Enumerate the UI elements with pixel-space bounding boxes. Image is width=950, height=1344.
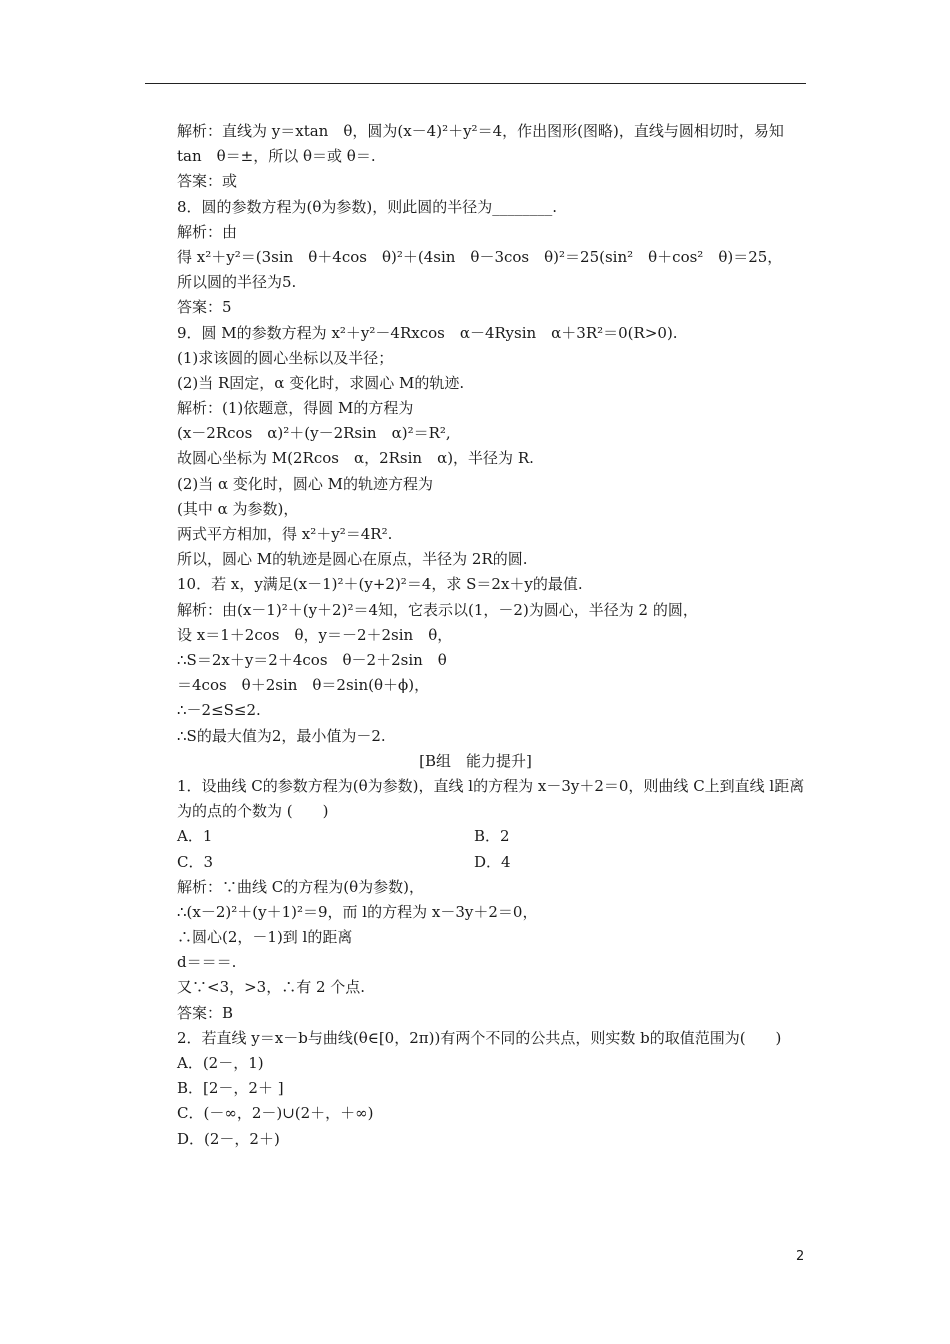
analysis-10-line1: 解析：由(x－1)²＋(y＋2)²＝4知，它表示以(1，－2)为圆心，半径为 2 的圆， [177, 600, 698, 619]
answer-7: 答案：或 [177, 172, 238, 191]
analysis-10-line2: 设 x＝1＋2cos θ，y＝－2＋2sin θ， [177, 625, 453, 644]
question-9-part2: (2)当 R固定，α 变化时，求圆心 M的轨迹. [177, 373, 465, 392]
analysis-b1-line2: ∴(x－2)²＋(y＋1)²＝9，而 l的方程为 x－3y＋2＝0， [177, 902, 538, 921]
option-a: A．1 [177, 827, 213, 846]
question-b2-option-b: B．[2－，2＋ ] [177, 1079, 284, 1098]
page-number: 2 [796, 1249, 805, 1264]
option-c: C．3 [177, 852, 214, 871]
analysis-9-line4: (2)当 α 变化时，圆心 M的轨迹方程为 [177, 474, 434, 493]
question-b2-option-c: C．(－∞，2－)∪(2＋，＋∞) [177, 1104, 374, 1123]
question-b1: 1．设曲线 C的参数方程为(θ为参数)，直线 l的方程为 x－3y＋2＝0，则曲线 C上到直线 l距离为的点的个数为 ( ) [177, 776, 805, 821]
option-b: B．2 [474, 827, 510, 846]
question-9-part1: (1)求该圆的圆心坐标以及半径； [177, 348, 394, 367]
analysis-b1-line4: d＝＝＝. [177, 953, 237, 972]
analysis-10-line3: ∴S＝2x＋y＝2＋4cos θ－2＋2sin θ [177, 650, 447, 669]
answer-b1: 答案：B [177, 1003, 234, 1022]
analysis-8-derivation: 得 x²＋y²＝(3sin θ＋4cos θ)²＋(4sin θ－3cos θ)²＝25(sin² θ＋cos² θ)＝25， [177, 247, 783, 266]
analysis-9-line5: (其中 α 为参数)， [177, 499, 299, 518]
analysis-10-line6: ∴S的最大值为2，最小值为－2. [177, 726, 386, 745]
question-10: 10．若 x，y满足(x－1)²＋(y+2)²＝4，求 S＝2x＋y的最值. [177, 575, 583, 594]
question-b2-option-d: D．(2－，2＋) [177, 1129, 280, 1148]
analysis-10-line4: ＝4cos θ＋2sin θ＝2sin(θ＋ϕ)， [177, 676, 430, 695]
analysis-7: 解析：直线为 y＝xtan θ，圆为(x－4)²＋y²＝4，作出图形(图略)，直线与圆相切时，易知tan θ＝±，所以 θ＝或 θ＝. [177, 122, 784, 166]
question-b1-options-row2 [145, 850, 806, 875]
header-rule [145, 83, 806, 84]
question-9: 9．圆 M的参数方程为 x²＋y²－4Rxcos α－4Rysin α＋3R²＝0(R>0). [177, 323, 678, 342]
question-b2: 2．若直线 y＝x－b与曲线(θ∈[0，2π))有两个不同的公共点，则实数 b的取值范围为( ) [177, 1028, 782, 1047]
analysis-9-line6: 两式平方相加，得 x²＋y²＝4R². [177, 525, 393, 544]
analysis-9-line2: (x－2Rcos α)²＋(y－2Rsin α)²＝R², [177, 424, 451, 443]
analysis-b1-line1: 解析：∵曲线 C的方程为(θ为参数)， [177, 877, 424, 896]
analysis-b1-line5: 又∵<3，>3，∴有 2 个点. [177, 978, 366, 997]
analysis-9-line3: 故圆心坐标为 M(2Rcos α，2Rsin α)，半径为 R. [177, 449, 534, 468]
analysis-8-intro: 解析：由 [177, 222, 238, 241]
analysis-10-line5: ∴－2≤S≤2. [177, 701, 261, 720]
analysis-9-line1: 解析：(1)依题意，得圆 M的方程为 [177, 399, 414, 418]
analysis-8-conclusion: 所以圆的半径为5. [177, 273, 297, 292]
question-b1-options-row1 [145, 824, 806, 849]
answer-8: 答案：5 [177, 298, 232, 317]
option-d: D．4 [474, 852, 511, 871]
analysis-9-line7: 所以，圆心 M的轨迹是圆心在原点，半径为 2R的圆. [177, 550, 528, 569]
document-body [145, 119, 806, 1152]
question-b2-option-a: A．(2－，1) [177, 1054, 264, 1073]
analysis-b1-line3: ∴圆心(2，－1)到 l的距离 [177, 928, 353, 947]
question-8: 8．圆的参数方程为(θ为参数)，则此圆的半径为________. [177, 197, 558, 216]
section-heading-b: [B组 能力提升] [419, 751, 532, 770]
